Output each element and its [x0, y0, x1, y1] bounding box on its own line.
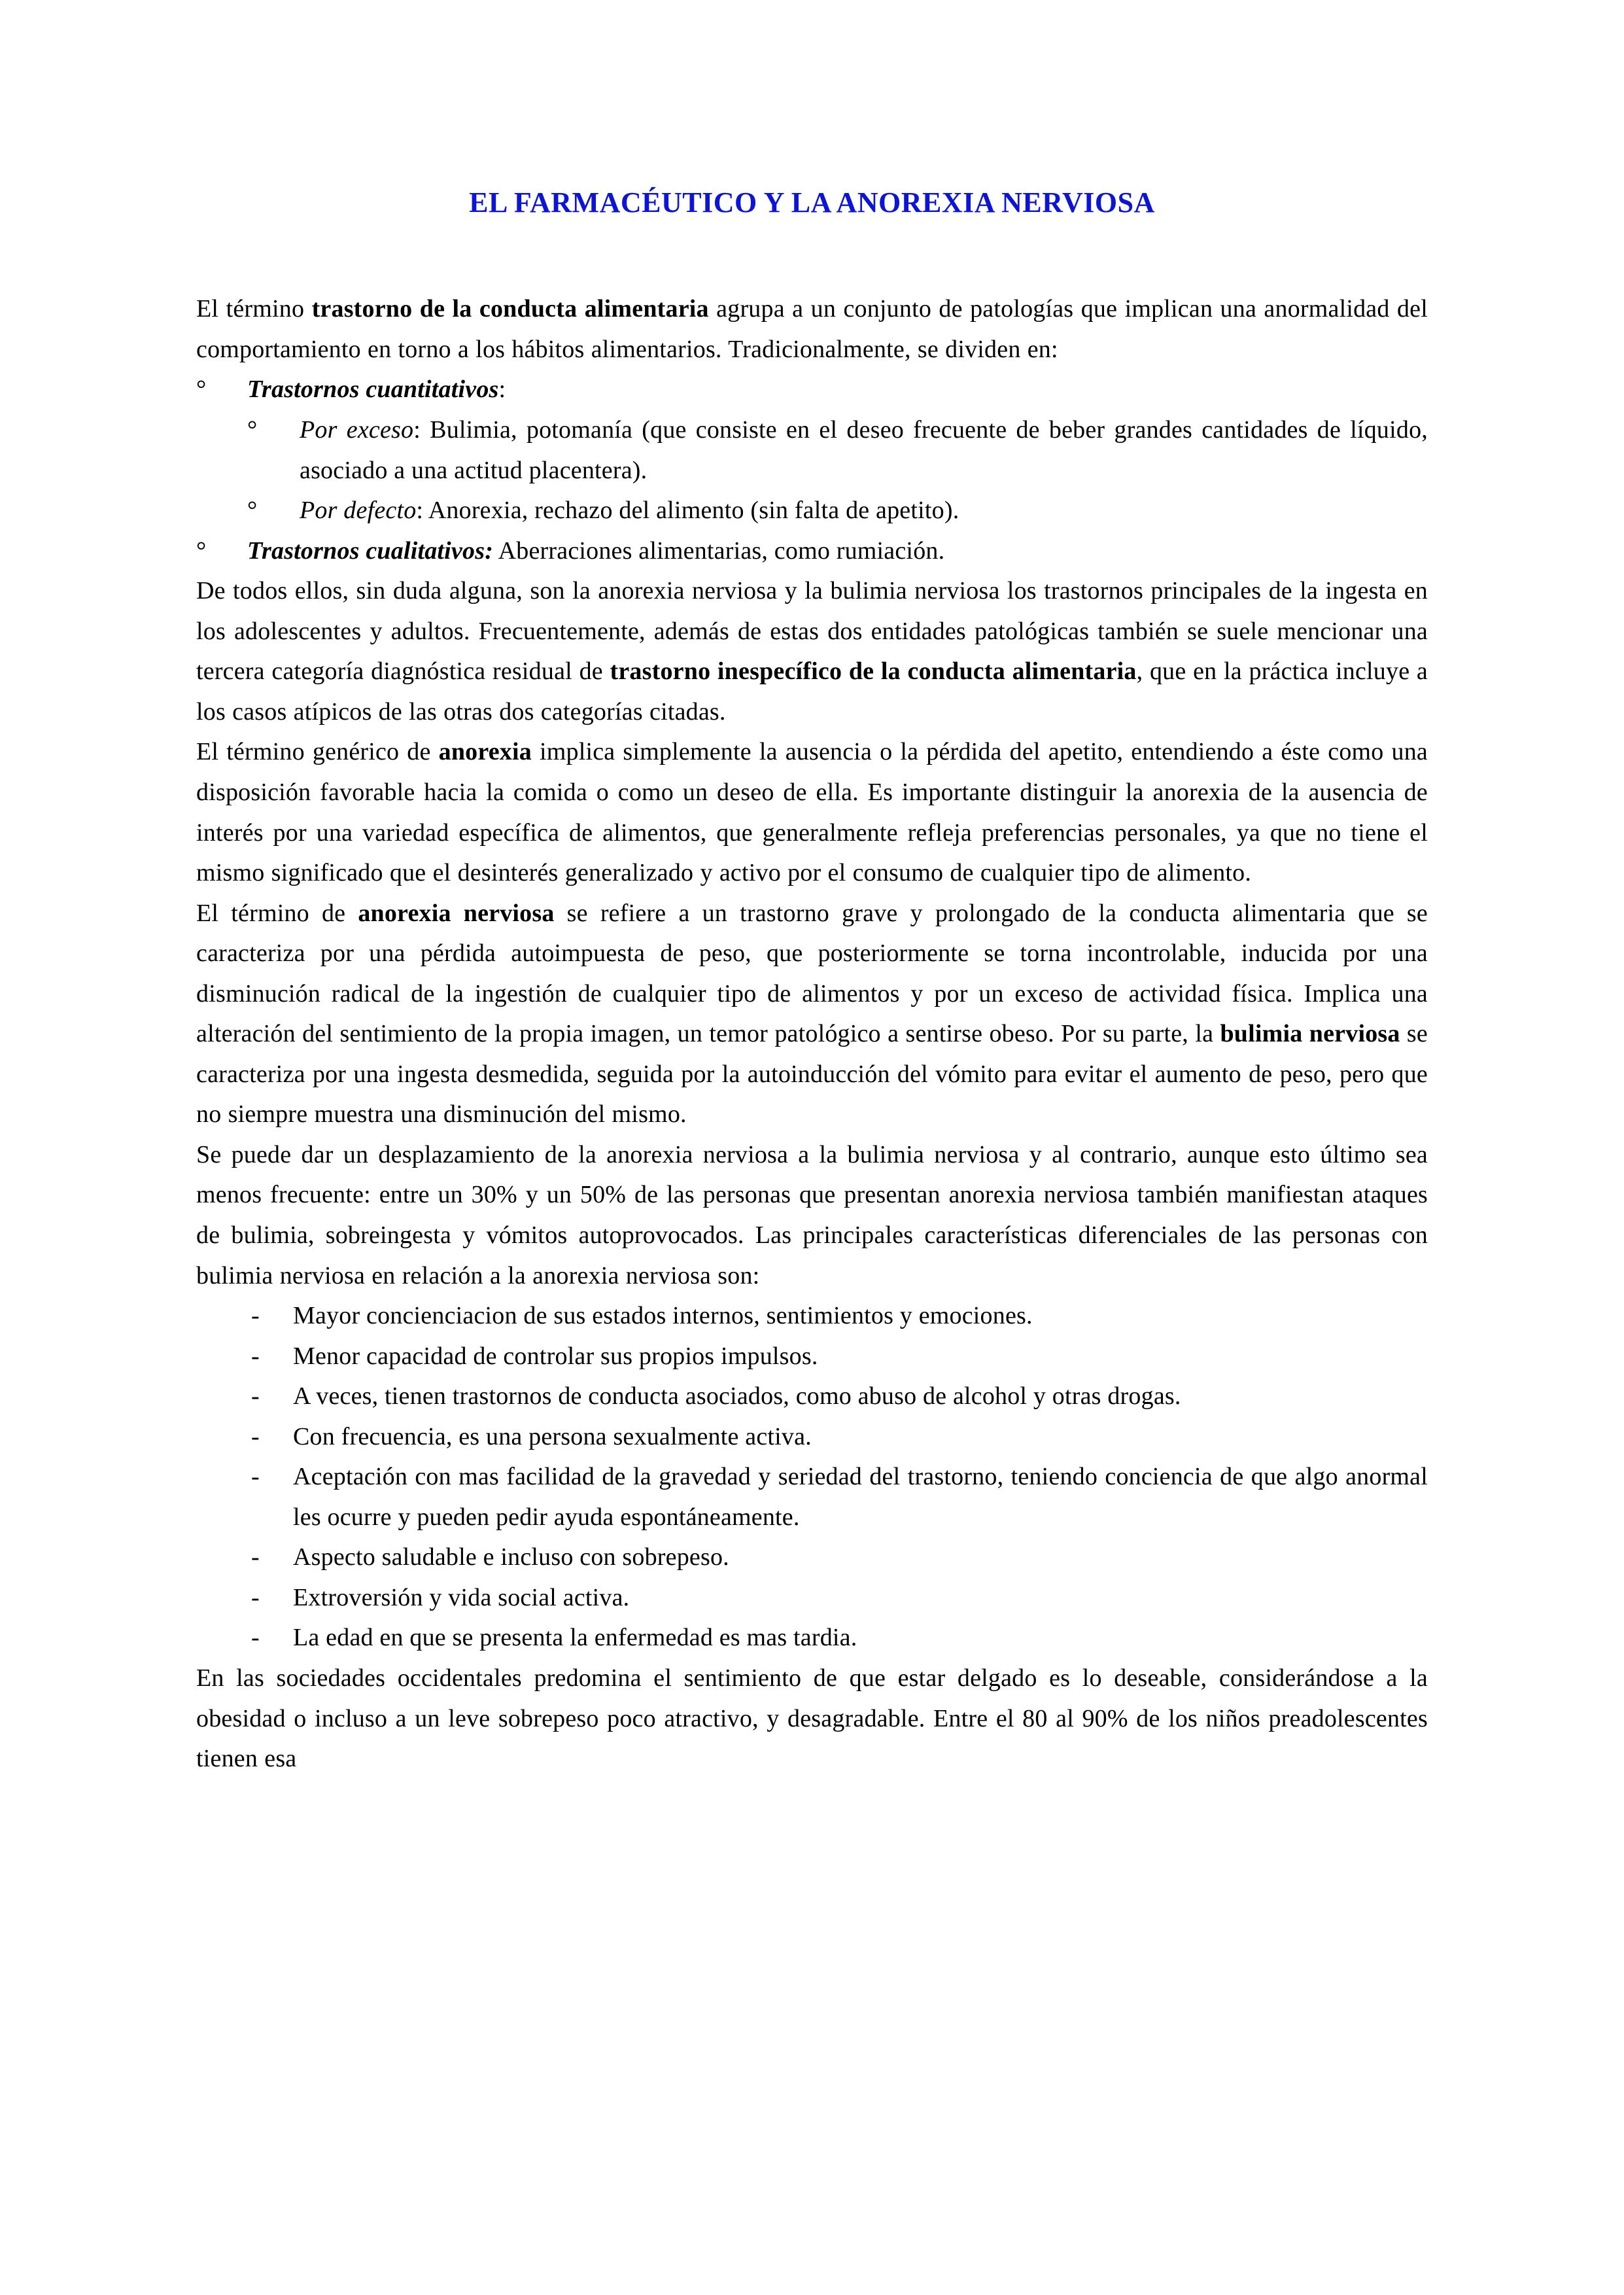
dash-bullet-icon: - [251, 1382, 260, 1410]
list-item-diferencial-3 [196, 1376, 1428, 1417]
list-item-text: Menor capacidad de controlar sus propios impulsos. [293, 1342, 818, 1370]
list-item-label: Por defecto [300, 497, 417, 525]
paragraph-part1: De todos ellos, sin duda alguna, son la anorexia nerviosa y la bulimia nerviosa los trastornos principales de la ingesta en los adolescentes y adultos. Frecuentemente, además de estas dos entidades patológicas también se suele mencionar una tercera categoría diagnóstica residual de [196, 577, 1428, 686]
dash-bullet-icon: - [251, 1422, 260, 1450]
list-item-text: Aberraciones alimentarias, como rumiación. [493, 536, 945, 565]
paragraph-anorexia-generico [196, 732, 1428, 893]
paragraph-sociedades-occidentales: En las sociedades occidentales predomina el sentimiento de que estar delgado es lo deseable, considerándose a la obesidad o incluso a un leve sobrepeso poco atractivo, y desagradable. Entre el 80 al 90% de los niños preadolescentes tienen esa [196, 1664, 1428, 1773]
paragraph-part2: , que en la práctica incluye a los casos atípicos de las otras dos categorías citadas. [196, 657, 1428, 726]
list-item-text: Aceptación con mas facilidad de la gravedad y seriedad del trastorno, teniendo conciencia de que algo anormal les ocurre y pueden pedir ayuda espontáneamente. [293, 1463, 1428, 1531]
list-item-text: Mayor concienciacion de sus estados internos, sentimientos y emociones. [293, 1302, 1033, 1330]
paragraph-anorexia-nerviosa [196, 894, 1428, 1135]
list-item-label: Trastornos cualitativos: [247, 536, 494, 565]
list-item-por-exceso [196, 410, 1428, 491]
list-item-diferencial-4 [196, 1417, 1428, 1458]
list-item-label: Por exceso [300, 416, 414, 444]
paragraph-intro [196, 289, 1428, 370]
list-item-diferencial-8 [196, 1618, 1428, 1658]
paragraph-intro-part2: agrupa a un conjunto de patologías que implican una anormalidad del comportamiento en torno a los hábitos alimentarios. Tradicionalmente, se dividen en: [196, 295, 1428, 363]
list-item-trastornos-cualitativos [196, 531, 1428, 572]
list-item-text: Con frecuencia, es una persona sexualmente activa. [293, 1422, 812, 1450]
list-item-text: La edad en que se presenta la enfermedad es mas tardia. [293, 1624, 857, 1652]
list-item-text: A veces, tienen trastornos de conducta asociados, como abuso de alcohol y otras drogas. [293, 1382, 1181, 1410]
term-trastorno-inespecifico: trastorno inespecífico de la conducta alimentaria [610, 657, 1137, 686]
paragraph-part1: El término de [196, 899, 358, 927]
paragraph-desplazamiento: Se puede dar un desplazamiento de la anorexia nerviosa a la bulimia nerviosa y al contrario, aunque esto último sea menos frecuente: entre un 30% y un 50% de las personas que presentan anorexia nerviosa también manifiestan ataques de bulimia, sobreingesta y vómitos autoprovocados. Las principales características diferenciales de las personas con bulimia nerviosa en relación a la anorexia nerviosa son: [196, 1140, 1428, 1289]
dash-bullet-icon: - [251, 1543, 260, 1571]
list-item-diferencial-6 [196, 1537, 1428, 1578]
page-title: EL FARMACÉUTICO Y LA ANOREXIA NERVIOSA [469, 186, 1155, 219]
list-item-label: Trastornos cuantitativos [247, 376, 499, 404]
term-anorexia: anorexia [438, 738, 532, 766]
list-item-text: Aspecto saludable e incluso con sobrepeso. [293, 1543, 729, 1571]
dash-bullet-icon: - [251, 1583, 260, 1611]
paragraph-intro-part1: El término [196, 295, 312, 323]
list-item-trastornos-cuantitativos [196, 370, 1428, 410]
list-item-text: : Bulimia, potomanía (que consiste en el deseo frecuente de beber grandes cantidades de líquido, asociado a una actitud placentera). [300, 416, 1428, 484]
list-item-por-defecto [196, 491, 1428, 531]
paragraph-part2: se refiere a un trastorno grave y prolongado de la conducta alimentaria que se caracteriza por una pérdida autoimpuesta de peso, que posteriormente se torna incontrolable, inducida por una disminución radical de la ingestión de cualquier tipo de alimentos y por un exceso de actividad física. Implica una alteración del sentimiento de la propia imagen, un temor patológico a sentirse obeso. Por su parte, la [196, 899, 1428, 1048]
list-item-text: Extroversión y vida social activa. [293, 1583, 630, 1611]
paragraph-de-todos-ellos [196, 571, 1428, 732]
list-item-diferencial-5 [196, 1457, 1428, 1537]
circle-bullet-icon: ° [196, 376, 207, 404]
list-item-diferencial-1 [196, 1296, 1428, 1337]
circle-bullet-icon: ° [247, 497, 258, 525]
paragraph-part3: se caracteriza por una ingesta desmedida, seguida por la autoinducción del vómito para evitar el aumento de peso, pero que no siempre muestra una disminución del mismo. [196, 1020, 1428, 1129]
dash-bullet-icon: - [251, 1302, 260, 1330]
circle-bullet-icon: ° [196, 536, 207, 565]
circle-bullet-icon: ° [247, 416, 258, 444]
dash-bullet-icon: - [251, 1624, 260, 1652]
term-trastorno-conducta-alimentaria: trastorno de la conducta alimentaria [311, 295, 709, 323]
list-item-diferencial-7 [196, 1578, 1428, 1619]
list-item-text: : Anorexia, rechazo del alimento (sin falta de apetito). [416, 497, 959, 525]
term-anorexia-nerviosa: anorexia nerviosa [358, 899, 555, 927]
paragraph-part1: El término genérico de [196, 738, 439, 766]
dash-bullet-icon: - [251, 1342, 260, 1370]
list-item-colon: : [498, 376, 506, 404]
dash-bullet-icon: - [251, 1463, 260, 1491]
term-bulimia-nerviosa: bulimia nerviosa [1220, 1020, 1400, 1048]
list-item-diferencial-2 [196, 1337, 1428, 1377]
paragraph-part2: implica simplemente la ausencia o la pérdida del apetito, entendiendo a éste como una disposición favorable hacia la comida o como un deseo de ella. Es importante distinguir la anorexia de la ausencia de interés por una variedad específica de alimentos, que generalmente refleja preferencias personales, ya que no tiene el mismo significado que el desinterés generalizado y activo por el consumo de cualquier tipo de alimento. [196, 738, 1428, 887]
